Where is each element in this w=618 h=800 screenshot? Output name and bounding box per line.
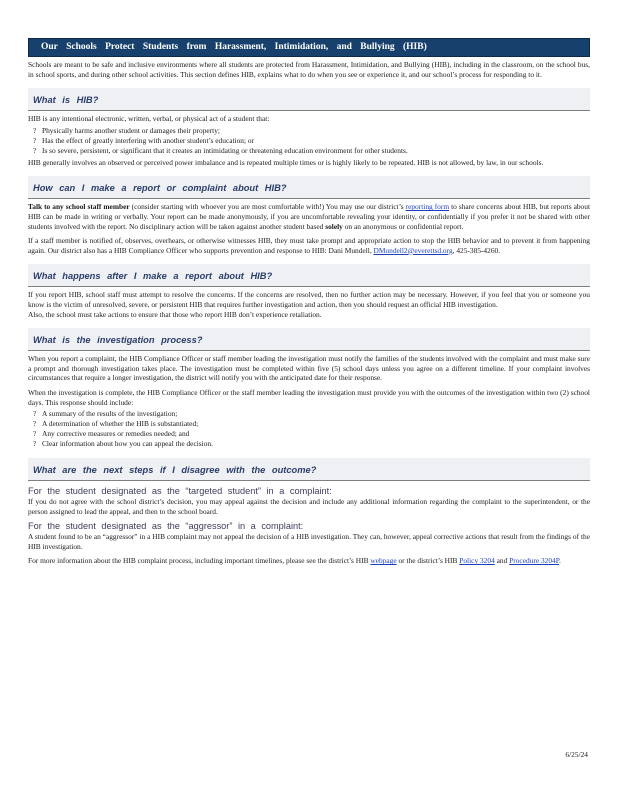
list-item: ? Is so severe, persistent, or significant that it creates an intimidating or threatening education environment for other students.: [28, 146, 590, 156]
investigation-paragraph-2: When the investigation is complete, the HIB Compliance Officer or the staff member leading the investigation must provide you with the outcomes of the investigation within two (2) school days. This response should include:: [28, 387, 590, 407]
investigation-list: [28, 409, 590, 449]
happens-paragraph-1: If you report HIB, school staff must attempt to resolve the concerns. If the concerns are resolved, then no further action may be necessary. However, if you feel that you or someone you know is the victim of unresolved, severe, or persistent HIB that requires further investigation and action, then you should request an official HIB investigation.: [28, 290, 590, 309]
document-page: [28, 38, 590, 566]
list-item: ? Any corrective measures or remedies needed; and: [28, 429, 590, 439]
more-info-paragraph: For more information about the HIB complaint process, including important timelines, please see the district’s HIB webpage or the district’s HIB Policy 3204 and Procedure 3204P.: [28, 556, 561, 566]
report-paragraph-2: If a staff member is notified of, observes, overhears, or otherwise witnesses HIB, they must take prompt and appropriate action to stop the HIB behavior and to prevent it from happening again. Our district also has a HIB Compliance Officer who supports prevention and response to HIB: Dani Mundell, DMundell2@everettsd.org, 425-385-4260.: [28, 236, 590, 255]
list-item: ? Clear information about how you can appeal the decision.: [28, 439, 590, 449]
intro-paragraph: Schools are meant to be safe and inclusive environments where all students are protected from Harassment, Intimidation, and Bullying (HIB), including in the classroom, on the school bus, in school sports, and during other school activities. This section defines HIB, explains what to do when you see or experience it, and our school’s process for responding to it.: [28, 60, 590, 79]
procedure-link[interactable]: Procedure 3204P: [509, 556, 560, 566]
list-item: ? Physically harms another student or damages their property;: [28, 126, 590, 136]
happens-paragraph-2: Also, the school must take actions to ensure that those who report HIB don’t experience retaliation.: [28, 309, 322, 319]
list-item: ? A determination of whether the HIB is substantiated;: [28, 419, 590, 429]
section-heading-what-is-hib: What is HIB?: [28, 88, 590, 111]
what-is-closing: HIB generally involves an observed or perceived power imbalance and is repeated multiple times or is highly likely to be repeated. HIB is not allowed, by law, in our schools.: [28, 157, 544, 167]
section-heading-report: How can I make a report or complaint about HIB?: [28, 176, 590, 199]
what-is-list: [28, 126, 590, 156]
report-paragraph-1: Talk to any school staff member (consider starting with whoever you are most comfortable with!) You may use our district’s reporting form to share concerns about HIB, but reports about HIB can be made in writing or verbally. Your report can be made anonymously, if you are uncomfortable revealing your identity, or confidentially if you prefer it not be shared with other students involved with the report. No disciplinary action will be taken against another student based solely on an anonymous or confidential report.: [28, 202, 590, 231]
targeted-student-paragraph: If you do not agree with the school district’s decision, you may appeal against the decision and include any additional information regarding the complaint to the superintendent, or the person assigned to lead the appeal, and then to the school board.: [28, 497, 590, 516]
section-heading-disagree: What are the next steps if I disagree with the outcome?: [28, 458, 590, 481]
email-link[interactable]: DMundell2@everettsd.org: [373, 245, 453, 255]
reporting-form-link[interactable]: reporting form: [405, 202, 450, 212]
banner-title: Our Schools Protect Students from Harassment, Intimidation, and Bullying (HIB): [41, 42, 427, 52]
list-item: ? Has the effect of greatly interfering with another student’s education; or: [28, 136, 590, 146]
list-item: ? A summary of the results of the investigation;: [28, 409, 590, 419]
webpage-link[interactable]: webpage: [370, 556, 397, 566]
what-is-lead: HIB is any intentional electronic, written, verbal, or physical act of a student that:: [28, 114, 270, 124]
investigation-paragraph-1: When you report a complaint, the HIB Compliance Officer or staff member leading the investigation must notify the families of the students involved with the complaint and must make sure a prompt and thorough investigation takes place. The investigation must be completed within five (5) school days unless you agree on a different timeline. If your complaint involves circumstances that require a longer investigation, the district will notify you with the anticipated date for their response.: [28, 354, 590, 383]
aggressor-subheading: For the student designated as the “aggressor” in a complaint:: [28, 521, 304, 532]
page-banner: [28, 38, 590, 57]
section-heading-investigation: What is the investigation process?: [28, 328, 590, 351]
footer-date: 6/25/24: [565, 750, 588, 759]
section-heading-what-happens: What happens after I make a report about HIB?: [28, 264, 590, 287]
targeted-student-subheading: For the student designated as the “targeted student” in a complaint:: [28, 486, 332, 497]
policy-link[interactable]: Policy 3204: [459, 556, 495, 566]
aggressor-paragraph: A student found to be an “aggressor” in a HIB complaint may not appeal the decision of a HIB investigation. They can, however, appeal corrective actions that result from the findings of the HIB investigation.: [28, 532, 590, 551]
